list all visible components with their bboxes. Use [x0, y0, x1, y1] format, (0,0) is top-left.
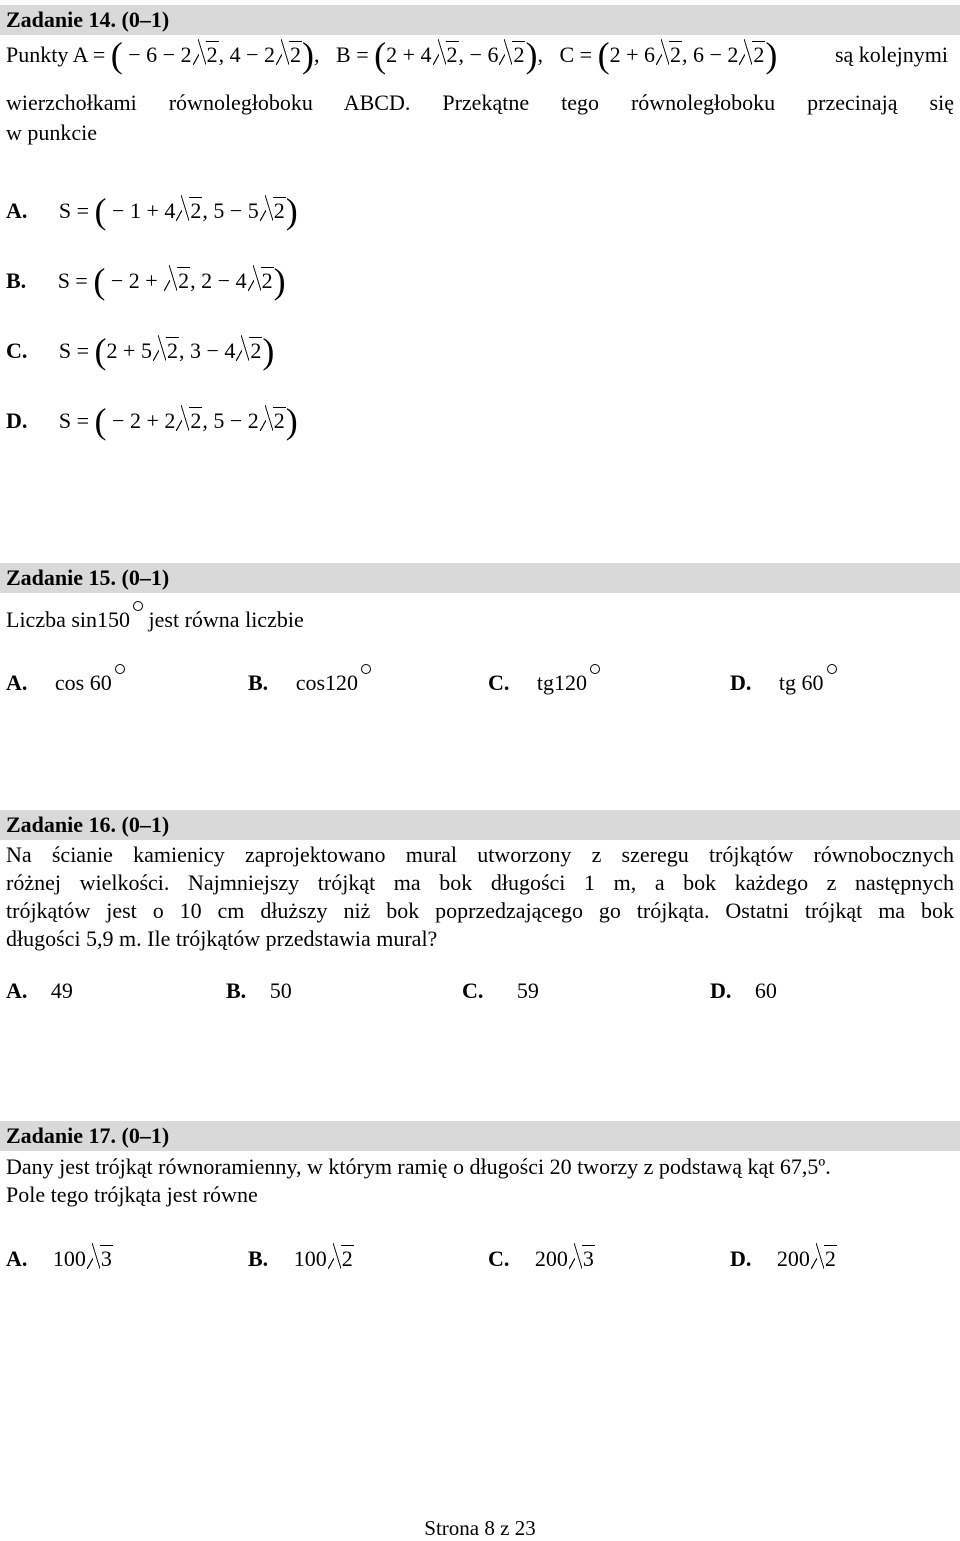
task-16-line-1: Na ścianie kamienicy zaprojektowano mural utworzony z szeregu trójkątów równobocznych — [6, 842, 954, 867]
option-math: S = ( − 2 + 2, 2 − 4 2) — [57, 261, 286, 301]
option-value: 49 — [50, 978, 73, 1003]
task-14-option-c[interactable] — [6, 331, 275, 371]
task-17-option-b[interactable] — [248, 1244, 354, 1274]
task-15-option-b[interactable] — [248, 664, 371, 698]
task-14-option-b[interactable] — [6, 261, 286, 301]
radicand: 2 — [341, 1246, 353, 1271]
radicand: 2 — [824, 1246, 836, 1271]
option-coefficient: 200 — [776, 1246, 810, 1271]
task-16-line-4: długości 5,9 m. Ile trójkątów przedstawia mural? — [6, 926, 438, 951]
task-16-option-b[interactable] — [226, 976, 292, 1006]
option-math: S = (2 + 5 2, 3 − 4 2) — [58, 331, 275, 371]
option-label: C. — [462, 978, 484, 1003]
task-15-option-a[interactable] — [6, 664, 125, 698]
point-a-coords: = ( − 6 − 2 2, 4 − 2 2), — [87, 35, 320, 75]
option-label: A. — [6, 978, 28, 1003]
page-number: Strona 8 z 23 — [424, 1516, 536, 1540]
option-value: 50 — [269, 978, 292, 1003]
task-15-question — [6, 601, 304, 635]
task-15-option-c[interactable] — [488, 664, 600, 698]
option-value: cos 60 — [54, 670, 112, 695]
question-text: jest równa liczbie — [148, 607, 304, 632]
option-label: B. — [6, 268, 27, 293]
point-b-coords: = (2 + 4 2, − 6 2), — [350, 35, 543, 75]
option-label: D. — [730, 1246, 752, 1271]
point-c-label: C — [559, 42, 575, 67]
task-14-line-3: w punkcie — [6, 120, 98, 145]
task-14-intro: Punkty — [6, 42, 73, 67]
task-16-option-a[interactable] — [6, 976, 73, 1006]
option-label: D. — [730, 670, 752, 695]
option-label: B. — [226, 978, 247, 1003]
option-coefficient: 100 — [293, 1246, 327, 1271]
option-label: B. — [248, 1246, 269, 1271]
option-label: A. — [6, 1246, 28, 1271]
sqrt-sign — [810, 1244, 837, 1274]
option-label: D. — [710, 978, 732, 1003]
task-16-option-c[interactable] — [462, 976, 539, 1006]
option-value: 60 — [754, 978, 777, 1003]
degree-symbol — [590, 664, 600, 674]
degree-symbol — [115, 664, 125, 674]
sqrt-sign — [568, 1244, 595, 1274]
task-14-option-d[interactable] — [6, 401, 298, 441]
task-15-header — [0, 563, 960, 593]
degree-symbol — [361, 664, 371, 674]
question-text: Liczba — [6, 607, 66, 632]
task-15-option-d[interactable] — [730, 664, 837, 698]
option-label: C. — [488, 670, 510, 695]
task-17-line-2: Pole tego trójkąta jest równe — [6, 1182, 258, 1207]
option-coefficient: 100 — [52, 1246, 86, 1271]
task-17-option-d[interactable] — [730, 1244, 837, 1274]
task-14-intro-end: są kolejnymi — [834, 42, 948, 67]
option-label: B. — [248, 670, 269, 695]
option-coefficient: 200 — [534, 1246, 568, 1271]
option-math: S = ( − 2 + 2 2, 5 − 2 2) — [58, 401, 298, 441]
task-16-line-2: różnej wielkości. Najmniejszy trójkąt ma bok długości 1 m, a bok każdego z następnych — [6, 870, 954, 895]
point-b-label: B — [336, 42, 351, 67]
option-label: A. — [6, 670, 28, 695]
question-math: sin150 — [71, 607, 131, 632]
option-label: C. — [488, 1246, 510, 1271]
task-16-header — [0, 810, 960, 840]
task-14-title: Zadanie 14. (0–1) — [6, 7, 170, 32]
degree-symbol — [827, 664, 837, 674]
task-17-title: Zadanie 17. (0–1) — [6, 1123, 170, 1148]
radicand: 3 — [582, 1246, 594, 1271]
task-14-line-2: wierzchołkami równoległoboku ABCD. Przekątne tego równoległoboku przecinają się — [6, 90, 954, 115]
option-label: C. — [6, 338, 28, 363]
option-label: D. — [6, 408, 28, 433]
degree-symbol — [133, 601, 143, 611]
option-value: 59 — [516, 978, 539, 1003]
point-c-coords: = (2 + 6 2, 6 − 2 2) — [574, 35, 778, 75]
sqrt-sign — [86, 1244, 113, 1274]
task-14-option-a[interactable] — [6, 191, 298, 231]
task-17-line-1: Dany jest trójkąt równoramienny, w którym ramię o długości 20 tworzy z podstawą kąt 67,5º. — [6, 1154, 831, 1179]
option-math: S = ( − 1 + 4 2, 5 − 5 2) — [58, 191, 298, 231]
task-17-option-a[interactable] — [6, 1244, 113, 1274]
task-16-option-d[interactable] — [710, 976, 777, 1006]
radicand: 3 — [100, 1246, 112, 1271]
option-value: cos120 — [295, 670, 359, 695]
task-14-header — [0, 5, 960, 35]
task-17-option-c[interactable] — [488, 1244, 595, 1274]
sqrt-sign — [327, 1244, 354, 1274]
option-label: A. — [6, 198, 28, 223]
option-value: tg120 — [536, 670, 588, 695]
option-value: tg 60 — [778, 670, 824, 695]
task-17-header — [0, 1121, 960, 1151]
task-14-line-1 — [6, 35, 954, 75]
task-16-title: Zadanie 16. (0–1) — [6, 812, 170, 837]
task-15-title: Zadanie 15. (0–1) — [6, 565, 170, 590]
task-16-line-3: trójkątów jest o 10 cm dłuższy niż bok poprzedzającego go trójkąta. Ostatni trójkąt ma bok — [6, 898, 954, 923]
point-a-label: A — [72, 42, 88, 67]
